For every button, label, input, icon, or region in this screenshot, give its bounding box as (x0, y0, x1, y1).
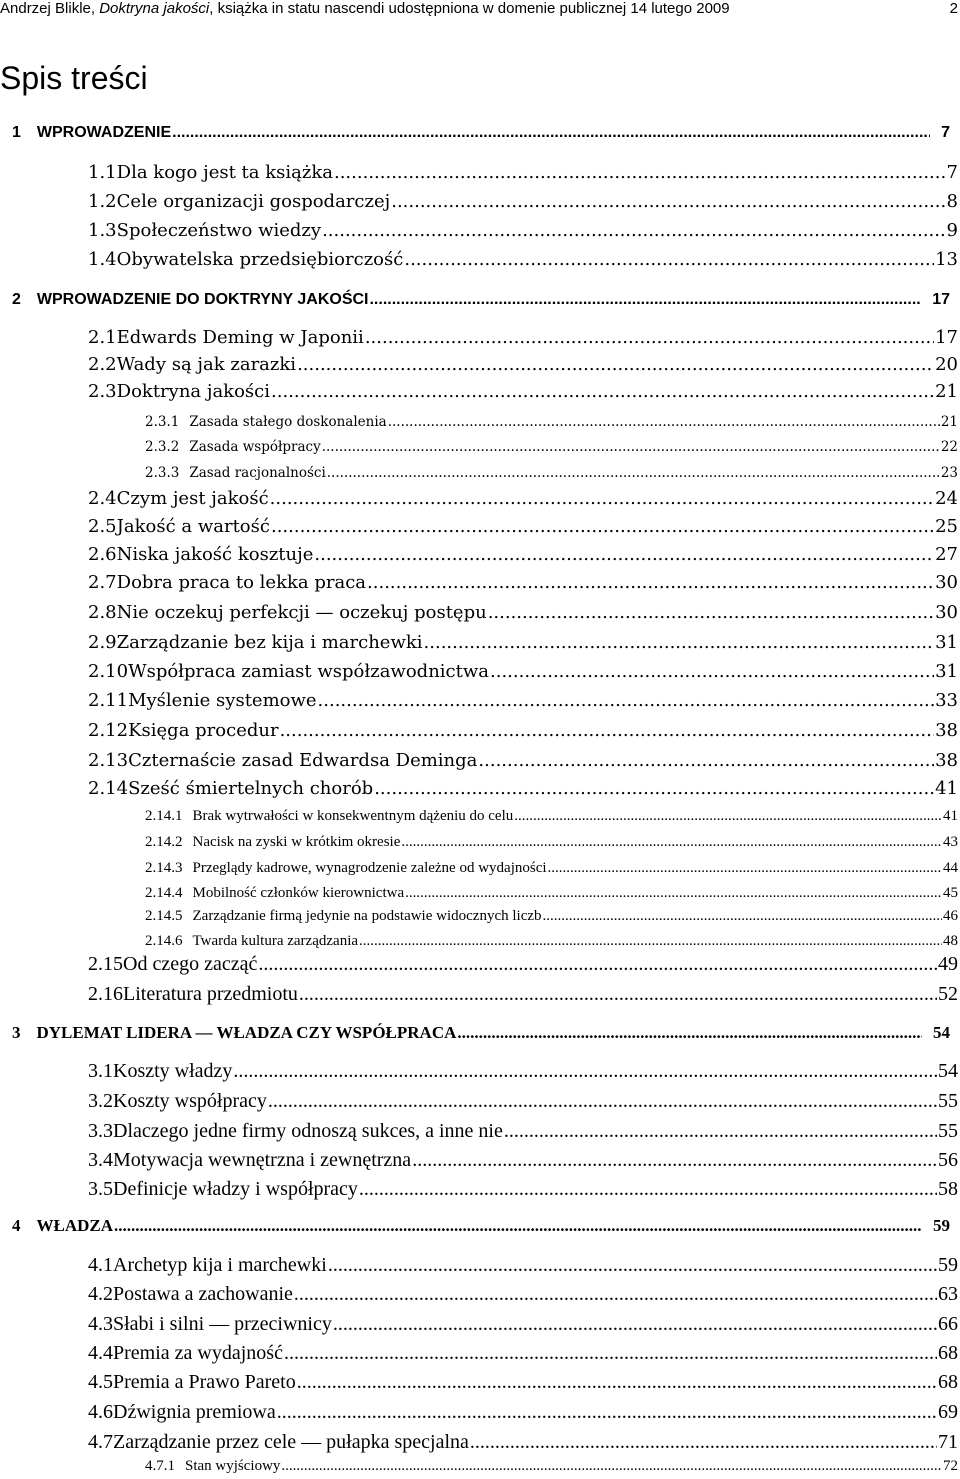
toc-entry-title (88, 189, 390, 215)
toc-leader-dots (270, 486, 934, 512)
running-header (0, 0, 960, 22)
toc-entry-label: Edwards Deming w Japonii (116, 327, 364, 348)
toc-entry[interactable] (145, 1457, 958, 1476)
toc-leader-dots (294, 1281, 937, 1307)
toc-entry-title (145, 884, 404, 903)
toc-entry-number: 2.14.6 (145, 933, 183, 949)
toc-page-number: 13 (935, 249, 958, 270)
toc-entry[interactable] (88, 951, 958, 977)
toc-entry-number: 2.8 (88, 602, 117, 623)
toc-entry-label: Księga procedur (128, 720, 279, 741)
toc-entry[interactable] (88, 514, 958, 540)
toc-entry-title (88, 486, 269, 512)
toc-entry-title (88, 776, 373, 802)
toc-entry[interactable] (88, 218, 958, 244)
toc-leader-dots (297, 352, 934, 378)
toc-entry-label: Zarządzanie firmą jedynie na podstawie widocznych liczb (192, 908, 542, 924)
toc-leader-dots (470, 1429, 937, 1455)
toc-entry-title (88, 1340, 283, 1366)
toc-entry-number: 3.5 (88, 1178, 113, 1200)
toc-entry-title (145, 807, 513, 826)
toc-leader-dots (404, 247, 934, 273)
toc-leader-dots (504, 1118, 937, 1144)
toc-entry[interactable] (88, 630, 958, 656)
toc-page-number: 23 (940, 465, 958, 481)
toc-entry-number: 2.7 (88, 572, 117, 593)
toc-entry-title (88, 1088, 267, 1114)
toc-page-number: 69 (938, 1401, 958, 1423)
header-text (0, 0, 730, 18)
toc-page-number: 31 (935, 632, 958, 653)
toc-entry-label: Zasada stałego doskonalenia (189, 414, 387, 430)
toc-entry-number: 1.2 (88, 191, 117, 212)
toc-page-number: 68 (938, 1371, 958, 1393)
toc-entry-label: Przeglądy kadrowe, wynagrodzenie zależne od wydajności (192, 860, 547, 876)
toc-entry-number: 3.2 (88, 1090, 113, 1112)
toc-entry-label: Słabi i silni — przeciwnicy (113, 1313, 332, 1335)
toc-entry[interactable] (88, 981, 958, 1007)
toc-entry[interactable] (88, 542, 958, 568)
toc-page-number: 71 (938, 1431, 958, 1453)
header-author: Andrzej Blikle, (0, 0, 100, 17)
toc-entry[interactable] (145, 859, 958, 878)
toc-entry[interactable] (88, 776, 958, 802)
toc-entry-title (145, 932, 358, 951)
toc-leader-dots (271, 514, 934, 540)
toc-entry-title (145, 859, 547, 878)
toc-page-number: 8 (946, 191, 958, 212)
toc-entry-number: 4.5 (88, 1371, 113, 1393)
toc-entry[interactable] (145, 907, 958, 926)
toc-entry-number: 2.14.1 (145, 808, 183, 824)
toc-entry-title (88, 570, 366, 596)
toc-page-number: 21 (940, 414, 958, 430)
toc-page-number: 9 (946, 220, 958, 241)
toc-entry[interactable] (88, 1252, 958, 1278)
toc-entry-number: 1.1 (88, 162, 117, 183)
toc-entry[interactable] (145, 464, 958, 483)
toc-leader-dots (367, 570, 934, 596)
toc-entry[interactable] (88, 748, 958, 774)
toc-entry-number: 3.3 (88, 1120, 113, 1142)
toc-entry[interactable] (88, 1311, 958, 1337)
toc-entry[interactable] (88, 659, 958, 685)
toc-entry-title (145, 833, 400, 852)
toc-page-number: 55 (938, 1090, 958, 1112)
toc-entry-label: Społeczeństwo wiedzy (116, 220, 322, 241)
toc-page-number: 30 (935, 602, 958, 623)
toc-leader-dots (334, 160, 946, 186)
toc-entry[interactable] (88, 325, 958, 351)
toc-page-number: 68 (938, 1342, 958, 1364)
toc-entry[interactable] (88, 1147, 958, 1173)
toc-entry-label: Jakość a wartość (116, 516, 270, 537)
toc-leader-dots (405, 884, 942, 903)
toc-entry-number: 3 (12, 1023, 21, 1042)
toc-entry-title (88, 379, 270, 405)
toc-page-number: 45 (943, 885, 958, 901)
toc-leader-dots (548, 859, 942, 878)
toc-entry-title (88, 1147, 411, 1173)
toc-entry-label: Czym jest jakość (116, 488, 269, 509)
toc-page-number: 58 (938, 1178, 958, 1200)
toc-entry-label: Dla kogo jest ta książka (116, 162, 333, 183)
toc-entry-label: Nie oczekuj perfekcji — oczekuj postępu (116, 602, 487, 623)
toc-entry-label: Brak wytrwałości w konsekwentnym dążeniu do celu (192, 808, 514, 824)
toc-leader-dots (388, 413, 940, 432)
toc-leader-dots (314, 542, 934, 568)
toc-leader-dots (271, 379, 934, 405)
toc-entry-number: 2.6 (88, 544, 117, 565)
toc-entry-label: Sześć śmiertelnych chorób (128, 778, 374, 799)
toc-entry-title (88, 659, 489, 685)
toc-entry-title (88, 630, 423, 656)
toc-entry-label: Wady są jak zarazki (116, 354, 297, 375)
toc-entry-title (88, 981, 298, 1007)
toc-page-number: 59 (938, 1254, 958, 1276)
toc-entry[interactable] (88, 1369, 958, 1395)
toc-leader-dots (172, 122, 930, 144)
toc-page-number: 31 (935, 661, 958, 682)
toc-entry-title (88, 688, 317, 714)
toc-page-number: 56 (938, 1149, 958, 1171)
toc-entry[interactable] (88, 189, 958, 215)
toc-entry-label: Od czego zacząć (123, 953, 258, 975)
toc-entry-title (145, 438, 321, 457)
toc-leader-dots (284, 1340, 937, 1366)
toc-page-number: 30 (935, 572, 958, 593)
toc-entry-label: Koszty władzy (113, 1060, 233, 1082)
toc-leader-dots (457, 1022, 922, 1044)
toc-entry-label: Stan wyjściowy (185, 1458, 281, 1474)
toc-entry-title (145, 907, 542, 926)
toc-entry-title (12, 1022, 456, 1044)
toc-leader-dots (424, 630, 935, 656)
toc-entry-number: 4.7.1 (145, 1458, 175, 1474)
toc-entry-title (88, 352, 296, 378)
toc-entry-label: Literatura przedmiotu (123, 983, 298, 1005)
toc-page-number: 59 (933, 1216, 950, 1235)
toc-entry-number: 2.2 (88, 354, 117, 375)
toc-entry-label: Myślenie systemowe (128, 690, 317, 711)
toc-entry-number: 2.3.3 (145, 465, 180, 481)
toc-entry[interactable] (88, 1429, 958, 1455)
toc-entry-title (88, 1399, 276, 1425)
toc-entry-number: 2 (12, 291, 21, 308)
toc-entry[interactable] (88, 570, 958, 596)
toc-leader-dots (318, 688, 935, 714)
page-title: Spis treści (0, 60, 148, 96)
toc-entry[interactable] (12, 122, 950, 144)
toc-entry-number: 2.4 (88, 488, 117, 509)
toc-entry-label: Archetyp kija i marchewki (113, 1254, 327, 1276)
toc-leader-dots (365, 325, 934, 351)
toc-entry-title (88, 325, 364, 351)
toc-entry-title (12, 289, 368, 311)
toc-page-number: 43 (943, 834, 958, 850)
toc-page-number: 72 (943, 1458, 958, 1474)
toc-entry[interactable] (88, 160, 958, 186)
toc-entry-number: 2.16 (88, 983, 123, 1005)
toc-entry-title (88, 1369, 296, 1395)
toc-page-number: 54 (933, 1023, 950, 1042)
toc-page-number: 17 (932, 291, 950, 308)
toc-entry-label: WPROWADZENIE DO DOKTRYNY JAKOŚCI (36, 291, 369, 308)
toc-entry-number: 2.13 (88, 750, 129, 771)
toc-leader-dots (359, 932, 942, 951)
toc-entry-title (88, 951, 257, 977)
toc-entry[interactable] (145, 438, 958, 457)
toc-entry[interactable] (88, 688, 958, 714)
toc-page-number: 52 (938, 983, 958, 1005)
toc-leader-dots (268, 1088, 937, 1114)
toc-leader-dots (233, 1058, 937, 1084)
toc-entry-label: Współpraca zamiast współzawodnictwa (128, 661, 489, 682)
toc-leader-dots (333, 1311, 937, 1337)
toc-page-number: 38 (935, 720, 958, 741)
toc-entry-number: 4 (12, 1216, 21, 1235)
toc-entry-number: 1.4 (88, 249, 117, 270)
toc-entry[interactable] (88, 379, 958, 405)
toc-entry-number: 2.14 (88, 778, 129, 799)
toc-entry-label: WŁADZA (36, 1216, 114, 1235)
toc-entry-label: Motywacja wewnętrzna i zewnętrzna (113, 1149, 412, 1171)
toc-entry-label: WPROWADZENIE (36, 124, 172, 141)
toc-page-number: 27 (935, 544, 958, 565)
toc-leader-dots (114, 1215, 922, 1237)
toc-entry[interactable] (88, 1399, 958, 1425)
toc-entry-number: 2.15 (88, 953, 123, 975)
toc-leader-dots (391, 189, 945, 215)
toc-entry-title (145, 464, 326, 483)
toc-page-number: 41 (943, 808, 958, 824)
header-book-title: Doktryna jakości (99, 0, 210, 17)
toc-page-number: 41 (935, 778, 958, 799)
toc-entry[interactable] (88, 1118, 958, 1144)
toc-entry-number: 3.4 (88, 1149, 113, 1171)
toc-leader-dots (322, 438, 940, 457)
toc-entry-label: Czternaście zasad Edwardsa Deminga (128, 750, 478, 771)
toc-leader-dots (478, 748, 934, 774)
toc-entry-number: 4.3 (88, 1313, 113, 1335)
toc-page-number: 20 (935, 354, 958, 375)
toc-entry-number: 2.11 (88, 690, 129, 711)
toc-entry-title (88, 514, 270, 540)
toc-page-number: 44 (943, 860, 958, 876)
toc-leader-dots (490, 659, 934, 685)
toc-entry-number: 1 (12, 124, 21, 141)
toc-entry-label: Koszty współpracy (113, 1090, 267, 1112)
toc-entry[interactable] (88, 1176, 958, 1202)
toc-leader-dots (359, 1176, 937, 1202)
toc-entry-title (88, 542, 313, 568)
toc-entry-number: 2.9 (88, 632, 117, 653)
toc-entry[interactable] (88, 1088, 958, 1114)
toc-entry-label: Nacisk na zyski w krótkim okresie (192, 834, 401, 850)
toc-entry-number: 2.5 (88, 516, 117, 537)
toc-entry[interactable] (12, 289, 950, 311)
toc-page-number: 49 (938, 953, 958, 975)
toc-entry-number: 2.14.2 (145, 834, 183, 850)
toc-entry-label: Twarda kultura zarządzania (192, 933, 359, 949)
toc-leader-dots (327, 464, 940, 483)
toc-page-number: 46 (943, 908, 958, 924)
toc-entry-title (88, 160, 333, 186)
header-page-number: 2 (949, 0, 958, 17)
toc-entry-title (145, 413, 387, 432)
toc-entry-label: Premia a Prawo Pareto (113, 1371, 296, 1393)
toc-entry-label: Definicje władzy i współpracy (113, 1178, 358, 1200)
toc-page-number: 21 (935, 381, 958, 402)
toc-entry-label: Zarządzanie przez cele — pułapka specjalna (113, 1431, 469, 1453)
toc-page-number: 38 (935, 750, 958, 771)
toc-entry-number: 2.14.5 (145, 908, 183, 924)
toc-entry-number: 2.3.2 (145, 439, 180, 455)
toc-entry-number: 4.7 (88, 1431, 113, 1453)
toc-page-number: 7 (941, 124, 950, 141)
toc-entry[interactable] (88, 1058, 958, 1084)
toc-entry-title (88, 718, 279, 744)
toc-entry-number: 4.4 (88, 1342, 113, 1364)
toc-entry-label: Zasada współpracy (189, 439, 321, 455)
toc-entry[interactable] (12, 1022, 950, 1044)
toc-entry-label: Postawa a zachowanie (113, 1283, 293, 1305)
toc-entry[interactable] (145, 932, 958, 951)
toc-leader-dots (374, 776, 934, 802)
toc-leader-dots (277, 1399, 937, 1425)
toc-entry-number: 2.14.4 (145, 885, 183, 901)
toc-entry-title (88, 1176, 358, 1202)
toc-entry[interactable] (145, 413, 958, 432)
toc-entry-label: Dlaczego jedne firmy odnoszą sukces, a inne nie (113, 1120, 503, 1142)
toc-leader-dots (543, 907, 942, 926)
toc-entry-label: Zarządzanie bez kija i marchewki (116, 632, 423, 653)
toc-leader-dots (488, 600, 934, 626)
toc-entry-title (88, 1058, 232, 1084)
toc-entry-number: 3.1 (88, 1060, 113, 1082)
toc-entry-label: Niska jakość kosztuje (116, 544, 314, 565)
toc-leader-dots (328, 1252, 937, 1278)
toc-leader-dots (412, 1147, 937, 1173)
toc-entry-title (88, 1311, 332, 1337)
toc-entry-title (88, 748, 477, 774)
toc-entry[interactable] (145, 807, 958, 826)
toc-page-number: 25 (935, 516, 958, 537)
toc-leader-dots (280, 718, 935, 744)
toc-entry-title (12, 122, 171, 144)
toc-entry-number: 2.3 (88, 381, 117, 402)
toc-leader-dots (322, 218, 945, 244)
toc-entry[interactable] (88, 486, 958, 512)
toc-leader-dots (514, 807, 942, 826)
toc-entry[interactable] (88, 600, 958, 626)
toc-entry-title (88, 218, 321, 244)
toc-entry-number: 4.6 (88, 1401, 113, 1423)
toc-leader-dots (401, 833, 942, 852)
toc-entry-title (145, 1457, 280, 1476)
toc-page-number: 22 (940, 439, 958, 455)
toc-page-number: 54 (938, 1060, 958, 1082)
toc-entry[interactable] (88, 247, 958, 273)
toc-entry-number: 2.14.3 (145, 860, 183, 876)
toc-page-number: 48 (943, 933, 958, 949)
toc-entry-label: Mobilność członków kierownictwa (192, 885, 405, 901)
toc-entry-label: Doktryna jakości (116, 381, 271, 402)
toc-entry-title (12, 1215, 113, 1237)
toc-entry-label: Premia za wydajność (113, 1342, 283, 1364)
toc-page-number: 7 (946, 162, 958, 183)
toc-entry-label: Obywatelska przedsiębiorczość (116, 249, 404, 270)
toc-entry-number: 1.3 (88, 220, 117, 241)
toc-entry-label: Zasad racjonalności (189, 465, 326, 481)
toc-page-number: 24 (935, 488, 958, 509)
toc-entry-label: Dobra praca to lekka praca (116, 572, 367, 593)
toc-page-number: 17 (935, 327, 958, 348)
toc-entry-title (88, 1118, 503, 1144)
toc-entry-number: 2.10 (88, 661, 129, 682)
toc-entry-title (88, 600, 487, 626)
toc-entry[interactable] (145, 833, 958, 852)
toc-entry-title (88, 1429, 469, 1455)
toc-page-number: 55 (938, 1120, 958, 1142)
toc-entry[interactable] (12, 1215, 950, 1237)
toc-entry-number: 2.12 (88, 720, 129, 741)
toc-leader-dots (281, 1457, 942, 1476)
toc-entry-title (88, 247, 403, 273)
toc-entry[interactable] (88, 352, 958, 378)
toc-entry-number: 2.1 (88, 327, 117, 348)
toc-entry-number: 2.3.1 (145, 414, 180, 430)
toc-entry-label: Cele organizacji gospodarczej (116, 191, 391, 212)
toc-entry-label: Dźwignia premiowa (113, 1401, 276, 1423)
toc-entry[interactable] (88, 718, 958, 744)
toc-page-number: 33 (935, 690, 958, 711)
toc-entry-number: 4.2 (88, 1283, 113, 1305)
toc-page-number: 66 (938, 1313, 958, 1335)
toc-leader-dots (369, 289, 921, 311)
toc-page-number: 63 (938, 1283, 958, 1305)
toc-leader-dots (297, 1369, 937, 1395)
toc-leader-dots (299, 981, 937, 1007)
header-description: , książka in statu nascendi udostępniona w domenie publicznej 14 lutego 2009 (209, 0, 730, 17)
toc-entry-title (88, 1281, 293, 1307)
toc-leader-dots (258, 951, 937, 977)
toc-entry-label: DYLEMAT LIDERA — WŁADZA CZY WSPÓŁPRACA (36, 1023, 457, 1042)
toc-entry[interactable] (145, 884, 958, 903)
toc-entry[interactable] (88, 1281, 958, 1307)
toc-entry[interactable] (88, 1340, 958, 1366)
toc-entry-number: 4.1 (88, 1254, 113, 1276)
toc-entry-title (88, 1252, 327, 1278)
